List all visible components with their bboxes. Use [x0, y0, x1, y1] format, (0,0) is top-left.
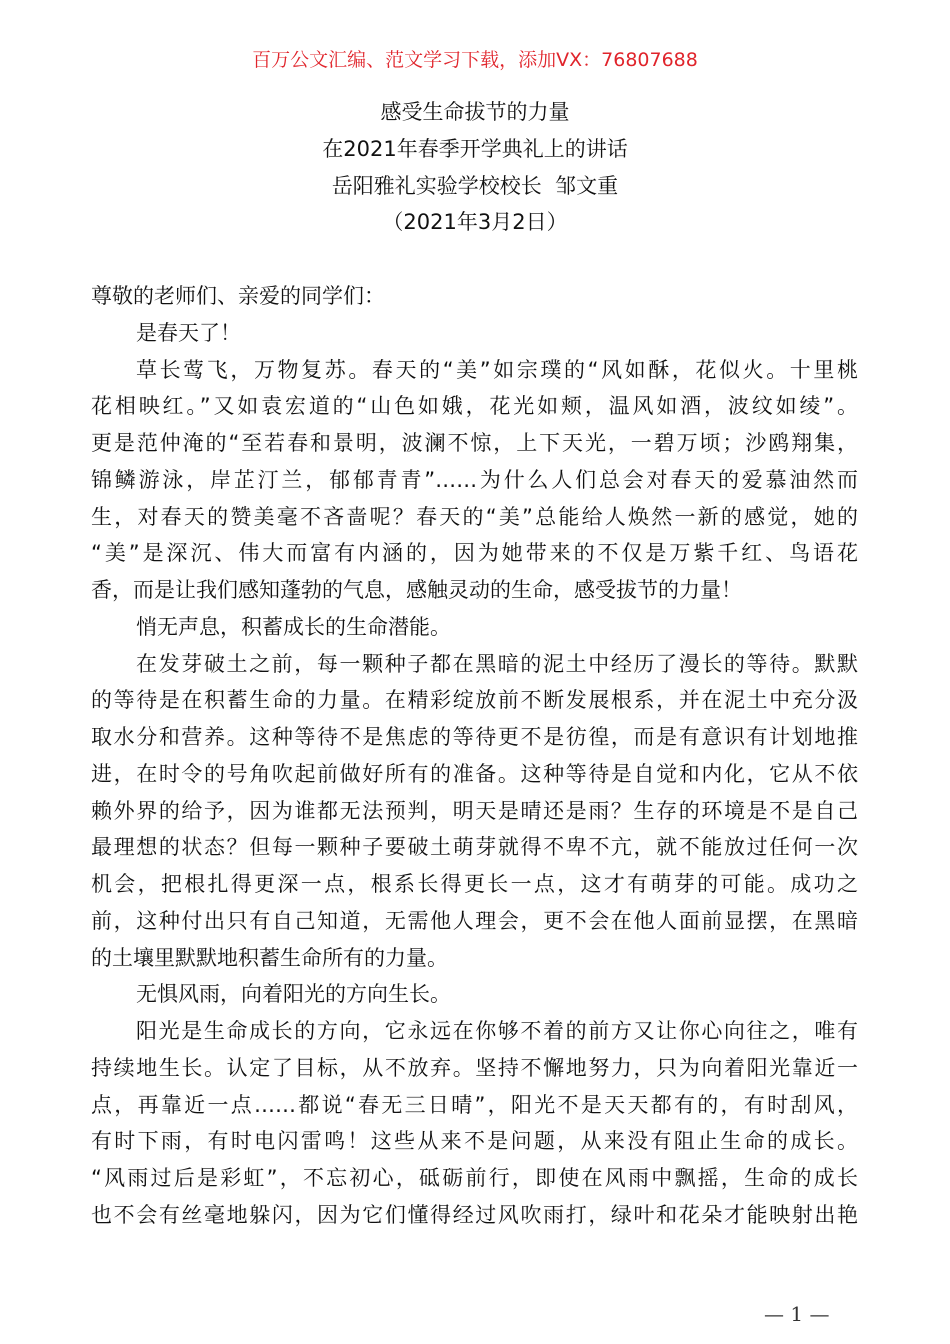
salutation: 尊敬的老师们、亲爱的同学们： [91, 284, 385, 308]
body-text-line: 有时下雨，有时电闪雷鸣！这些从来不是问题，从来没有阻止生命的成长。 [91, 1129, 858, 1154]
body-text-line: 在发芽破土之前，每一颗种子都在黑暗的泥土中经历了漫长的等待。默默 [136, 651, 858, 676]
body-text-line: 持续地生长。认定了目标，从不放弃。坚持不懈地努力，只为向着阳光靠近一 [91, 1055, 858, 1080]
body-text-line: 悄无声息，积蓄成长的生命潜能。 [136, 614, 451, 639]
body-text-line: 前，这种付出只有自己知道，无需他人理会，更不会在他人面前显摆，在黑暗 [91, 908, 858, 933]
watermark-banner: 百万公文汇编、范文学习下载，添加VX：76807688 [252, 49, 698, 71]
body-text-line: 点，再靠近一点……都说“春无三日晴”，阳光不是天天都有的，有时刮风， [91, 1092, 858, 1117]
body-text-line: 是春天了！ [136, 320, 241, 345]
author-line: 岳阳雅礼实验学校校长 邹文重 [331, 174, 619, 198]
body-text-line: 香，而是让我们感知蓬勃的气息，感触灵动的生命，感受拔节的力量！ [91, 578, 742, 602]
body-text-line: 也不会有丝毫地躲闪，因为它们懂得经过风吹雨打，绿叶和花朵才能映射出艳 [91, 1202, 858, 1227]
page-number: — 1 — [764, 1302, 830, 1326]
body-text-line: 阳光是生命成长的方向，它永远在你够不着的前方又让你心向往之，唯有 [136, 1019, 858, 1043]
body-text-line: 的土壤里默默地积蓄生命所有的力量。 [91, 945, 448, 970]
body-text-line: 的等待是在积蓄生命的力量。在精彩绽放前不断发展根系，并在泥土中充分汲 [91, 688, 858, 713]
body-text-line: “风雨过后是彩虹”，不忘初心，砥砺前行，即使在风雨中飘摇，生命的成长 [91, 1166, 858, 1190]
body-text-line: 锦鳞游泳，岸芷汀兰，郁郁青青”……为什么人们总会对春天的爱慕油然而 [91, 467, 858, 492]
body-text-line: 进，在时令的号角吹起前做好所有的准备。这种等待是自觉和内化，它从不依 [91, 761, 858, 786]
document-subtitle: 在2021年春季开学典礼上的讲话 [322, 137, 628, 161]
document-body [91, 278, 858, 1234]
body-text-line: 最理想的状态？但每一颗种子要破土萌芽就得不卑不亢，就不能放过任何一次 [91, 835, 858, 860]
body-text-line: “美”是深沉、伟大而富有内涵的，因为她带来的不仅是万紫千红、鸟语花 [91, 541, 858, 566]
body-text-line: 生，对春天的赞美毫不吝啬呢？春天的“美”总能给人焕然一新的感觉，她的 [91, 504, 858, 529]
body-text-line: 机会，把根扎得更深一点，根系长得更长一点，这才有萌芽的可能。成功之 [91, 872, 858, 896]
body-text-line: 花相映红。”又如袁宏道的“山色如娥，花光如颊，温风如酒，波纹如绫”。 [91, 394, 858, 419]
body-text-line: 更是范仲淹的“至若春和景明，波澜不惊，上下天光，一碧万顷；沙鸥翔集， [91, 431, 858, 455]
body-text-line: 草长莺飞，万物复苏。春天的“美”如宗璞的“风如酥，花似火。十里桃 [136, 357, 858, 382]
body-text-line: 无惧风雨，向着阳光的方向生长。 [136, 982, 451, 1007]
body-text-line: 赖外界的给予，因为谁都无法预判，明天是晴还是雨？生存的环境是不是自己 [91, 798, 858, 823]
document-title: 感受生命拔节的力量 [380, 100, 570, 124]
body-text-line: 取水分和营养。这种等待不是焦虑的等待更不是彷徨，而是有意识有计划地推 [91, 725, 858, 749]
date-line: （2021年3月2日） [382, 210, 568, 234]
